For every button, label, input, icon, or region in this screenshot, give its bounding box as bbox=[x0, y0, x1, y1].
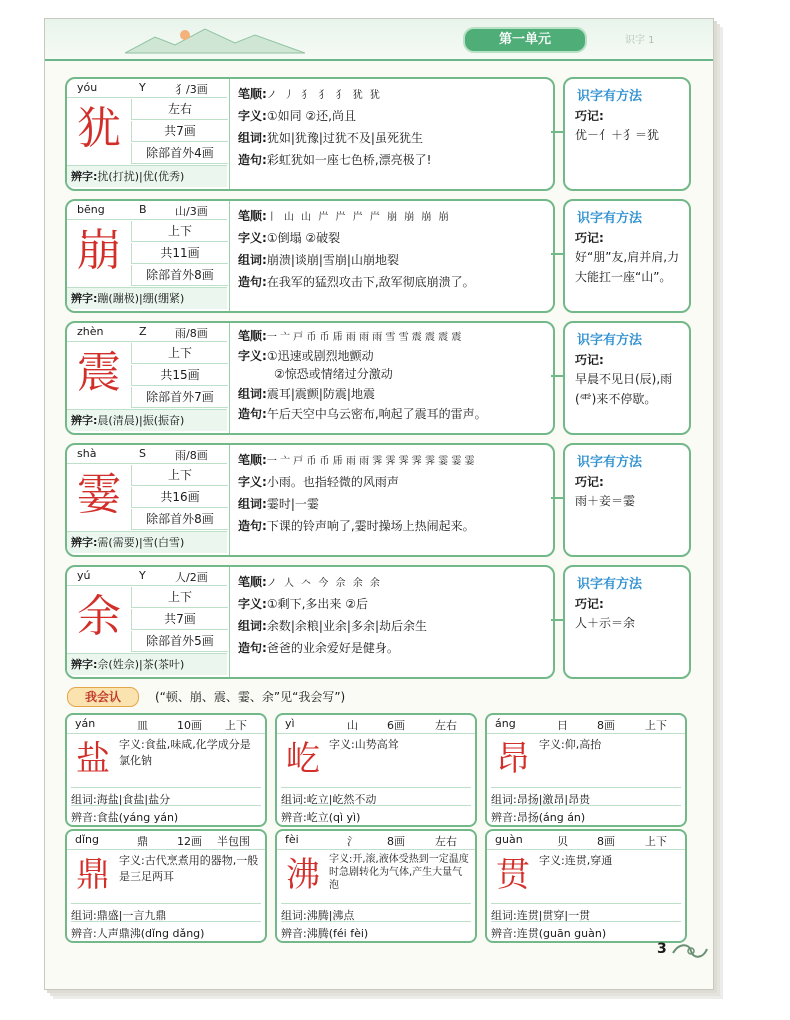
meaning: 字义:①迅速或剧烈地颤动 bbox=[238, 349, 374, 363]
meaning: 字义:食盐,味咸,化学成分是氯化钠 bbox=[119, 738, 251, 767]
structure: 上下 bbox=[131, 343, 228, 364]
word-groups: 组词:余数|余粮|业余|多余|劫后余生 bbox=[238, 619, 427, 633]
word-groups: 组词:鼎盛|一言九鼎 bbox=[71, 903, 261, 923]
pinyin: bēng bbox=[77, 203, 105, 216]
radical: 山/3画 bbox=[175, 205, 208, 218]
other-strokes: 除部首外4画 bbox=[131, 143, 228, 164]
bianzi-row: 辨字:佘(姓佘)|茶(茶叶) bbox=[67, 653, 227, 675]
char-card bbox=[65, 77, 555, 191]
main-character: 霎 bbox=[77, 469, 121, 520]
radical: 氵 bbox=[347, 835, 358, 848]
word-groups: 组词:海盐|食盐|盐分 bbox=[71, 787, 261, 807]
tip-title: 识字有方法 bbox=[577, 333, 643, 348]
curl-decoration-icon bbox=[671, 939, 711, 963]
radical: 皿 bbox=[137, 719, 148, 732]
main-character: 盐 bbox=[76, 739, 110, 779]
radical: 贝 bbox=[557, 835, 568, 848]
stroke-order: 笔顺:丨 山 山 屵 屵 屵 屵 崩 崩 崩 崩 bbox=[238, 209, 451, 223]
meaning: 字义:①如同 ②还,尚且 bbox=[238, 109, 356, 123]
structure: 左右 bbox=[131, 99, 228, 120]
stroke-count: 12画 bbox=[177, 835, 202, 848]
stroke-order: 笔顺:ノ 人 𠆢 今 佘 余 余 bbox=[238, 575, 382, 589]
meaning: 字义:山势高耸 bbox=[329, 738, 399, 751]
word-groups: 组词:昂扬|激昂|昂贵 bbox=[491, 787, 681, 807]
radical: 日 bbox=[557, 719, 568, 732]
main-character: 鼎 bbox=[76, 855, 110, 895]
structure: 左右 bbox=[435, 719, 457, 732]
structure: 左右 bbox=[435, 835, 457, 848]
header-ghost-text: 识字 1 bbox=[625, 35, 655, 46]
tip-content: 人＋示＝余 bbox=[575, 616, 636, 630]
other-strokes: 除部首外8画 bbox=[131, 509, 228, 530]
other-strokes: 除部首外7画 bbox=[131, 387, 228, 408]
connector bbox=[551, 131, 563, 133]
main-character: 余 bbox=[77, 591, 121, 642]
example-sentence: 造句:爸爸的业余爱好是健身。 bbox=[238, 641, 399, 655]
structure: 上下 bbox=[131, 221, 228, 242]
char-card bbox=[65, 565, 555, 679]
word-groups: 组词:震耳|震颤|防震|地震 bbox=[238, 387, 375, 401]
workbook-page bbox=[44, 18, 714, 990]
tip-label: 巧记: bbox=[575, 109, 604, 123]
radical: 人/2画 bbox=[175, 571, 208, 584]
tip-content: 优－亻＋犭＝犹 bbox=[575, 128, 660, 142]
connector bbox=[551, 619, 563, 621]
other-strokes: 除部首外5画 bbox=[131, 631, 228, 652]
meaning: 字义:仰,高抬 bbox=[539, 738, 602, 751]
pinyin: áng bbox=[495, 717, 516, 730]
pinyin: yán bbox=[75, 717, 96, 730]
pronunciation: 辨音:昂扬(áng án) bbox=[491, 805, 681, 825]
bianzi-row: 辨字:扰(打扰)|优(优秀) bbox=[67, 165, 227, 187]
radical: 山 bbox=[347, 719, 358, 732]
radical: 鼎 bbox=[137, 835, 148, 848]
pinyin: guàn bbox=[495, 833, 523, 846]
connector bbox=[551, 375, 563, 377]
small-char-card bbox=[275, 829, 477, 943]
stroke-order: 笔顺:ノ 丿 犭 犭 犭 犹 犹 bbox=[238, 87, 382, 101]
meaning: 字义:开,滚,液体受热到一定温度时急剧转化为气体,产生大量气泡 bbox=[329, 854, 469, 891]
example-sentence: 造句:彩虹犹如一座七色桥,漂亮极了! bbox=[238, 153, 432, 167]
tip-box bbox=[563, 565, 691, 679]
index-letter: S bbox=[139, 447, 146, 460]
stroke-count: 共16画 bbox=[131, 487, 228, 508]
index-letter: Y bbox=[139, 81, 146, 94]
stroke-order: 笔顺:一 亠 戸 币 币 乕 雨 雨 霁 霁 霁 霁 霁 霎 霎 霎 bbox=[238, 453, 475, 467]
main-character: 崩 bbox=[77, 225, 121, 276]
page-header bbox=[45, 19, 713, 61]
index-letter: Y bbox=[139, 569, 146, 582]
stroke-count: 共15画 bbox=[131, 365, 228, 386]
tip-box bbox=[563, 199, 691, 313]
pronunciation: 辨音:人声鼎沸(dǐng dǎng) bbox=[71, 921, 261, 941]
structure: 上下 bbox=[131, 587, 228, 608]
radical: 雨/8画 bbox=[175, 327, 208, 340]
char-card bbox=[65, 321, 555, 435]
meaning: 字义:①剩下,多出来 ②后 bbox=[238, 597, 368, 611]
tip-label: 巧记: bbox=[575, 353, 604, 367]
bianzi-row: 辨字:需(需要)|雪(白雪) bbox=[67, 531, 227, 553]
word-groups: 组词:霎时|一霎 bbox=[238, 497, 319, 511]
pronunciation: 辨音:屹立(qì yì) bbox=[281, 805, 471, 825]
mountain-decoration bbox=[125, 25, 305, 55]
tip-title: 识字有方法 bbox=[577, 89, 643, 104]
pinyin: yì bbox=[285, 717, 295, 730]
stroke-count: 6画 bbox=[387, 719, 405, 732]
word-groups: 组词:沸腾|沸点 bbox=[281, 903, 471, 923]
main-character: 震 bbox=[77, 347, 121, 398]
main-character: 犹 bbox=[77, 103, 121, 154]
structure: 上下 bbox=[645, 835, 667, 848]
main-character: 贯 bbox=[496, 855, 530, 895]
structure: 半包围 bbox=[217, 835, 250, 848]
main-character: 屹 bbox=[286, 739, 320, 779]
radical: 犭/3画 bbox=[175, 83, 208, 96]
page-number: 3 bbox=[657, 941, 667, 957]
small-char-card bbox=[485, 713, 687, 827]
example-sentence: 造句:午后天空中乌云密布,响起了震耳的雷声。 bbox=[238, 407, 487, 421]
main-character: 沸 bbox=[286, 855, 320, 895]
tip-label: 巧记: bbox=[575, 475, 604, 489]
tip-title: 识字有方法 bbox=[577, 211, 643, 226]
bianzi-row: 辨字:晨(清晨)|振(振奋) bbox=[67, 409, 227, 431]
example-sentence: 造句:下课的铃声响了,霎时操场上热闹起来。 bbox=[238, 519, 475, 533]
stroke-count: 共11画 bbox=[131, 243, 228, 264]
unit-title: 第一单元 bbox=[463, 27, 587, 53]
connector bbox=[551, 253, 563, 255]
small-char-card bbox=[65, 713, 267, 827]
stroke-count: 10画 bbox=[177, 719, 202, 732]
tip-box bbox=[563, 321, 691, 435]
char-card bbox=[65, 443, 555, 557]
small-char-card bbox=[65, 829, 267, 943]
stroke-count: 共7画 bbox=[131, 609, 228, 630]
tip-box bbox=[563, 77, 691, 191]
bianzi-row: 辨字:蹦(蹦极)|绷(绷紧) bbox=[67, 287, 227, 309]
section-badge: 我会认 bbox=[67, 687, 139, 707]
structure: 上下 bbox=[131, 465, 228, 486]
pinyin: zhèn bbox=[77, 325, 104, 338]
main-character: 昂 bbox=[496, 739, 530, 779]
stroke-count: 8画 bbox=[387, 835, 405, 848]
tip-content: 雨＋妾＝霎 bbox=[575, 494, 636, 508]
meaning: 字义:小雨。也指轻微的风雨声 bbox=[238, 475, 399, 489]
structure: 上下 bbox=[225, 719, 247, 732]
meaning: 字义:连贯,穿通 bbox=[539, 854, 613, 867]
word-groups: 组词:连贯|贯穿|一贯 bbox=[491, 903, 681, 923]
pronunciation: 辨音:连贯(guān guàn) bbox=[491, 921, 681, 941]
other-strokes: 除部首外8画 bbox=[131, 265, 228, 286]
meaning: 字义:古代烹煮用的器物,一般是三足两耳 bbox=[119, 854, 259, 883]
tip-title: 识字有方法 bbox=[577, 455, 643, 470]
tip-box bbox=[563, 443, 691, 557]
index-letter: B bbox=[139, 203, 147, 216]
tip-content: 好“朋”友,肩并肩,力大能扛一座“山”。 bbox=[575, 250, 680, 284]
tip-label: 巧记: bbox=[575, 597, 604, 611]
stroke-order: 笔顺:一 亠 戸 币 币 乕 雨 雨 雨 雪 雪 震 震 震 震 bbox=[238, 329, 462, 343]
pronunciation: 辨音:沸腾(féi fèi) bbox=[281, 921, 471, 941]
pronunciation: 辨音:食盐(yáng yán) bbox=[71, 805, 261, 825]
section-note: (“顿、崩、震、霎、余”见“我会写”) bbox=[155, 690, 346, 704]
meaning: 字义:①倒塌 ②破裂 bbox=[238, 231, 341, 245]
stroke-count: 8画 bbox=[597, 835, 615, 848]
small-char-card bbox=[485, 829, 687, 943]
word-groups: 组词:犹如|犹豫|过犹不及|虽死犹生 bbox=[238, 131, 423, 145]
stroke-count: 共7画 bbox=[131, 121, 228, 142]
pinyin: fèi bbox=[285, 833, 299, 846]
word-groups: 组词:崩溃|谈崩|雪崩|山崩地裂 bbox=[238, 253, 399, 267]
pinyin: yóu bbox=[77, 81, 98, 94]
tip-title: 识字有方法 bbox=[577, 577, 643, 592]
word-groups: 组词:屹立|屹然不动 bbox=[281, 787, 471, 807]
radical: 雨/8画 bbox=[175, 449, 208, 462]
pinyin: yú bbox=[77, 569, 91, 582]
index-letter: Z bbox=[139, 325, 147, 338]
example-sentence: 造句:在我军的猛烈攻击下,敌军彻底崩溃了。 bbox=[238, 275, 475, 289]
small-char-card bbox=[275, 713, 477, 827]
structure: 上下 bbox=[645, 719, 667, 732]
stroke-count: 8画 bbox=[597, 719, 615, 732]
meaning-2: ②惊恐或情绪过分激动 bbox=[274, 367, 393, 381]
char-card bbox=[65, 199, 555, 313]
pinyin: dǐng bbox=[75, 833, 99, 846]
tip-label: 巧记: bbox=[575, 231, 604, 245]
pinyin: shà bbox=[77, 447, 97, 460]
connector bbox=[551, 497, 563, 499]
tip-content: 早晨不见日(辰),雨(⻗)来不停歇。 bbox=[575, 372, 673, 406]
